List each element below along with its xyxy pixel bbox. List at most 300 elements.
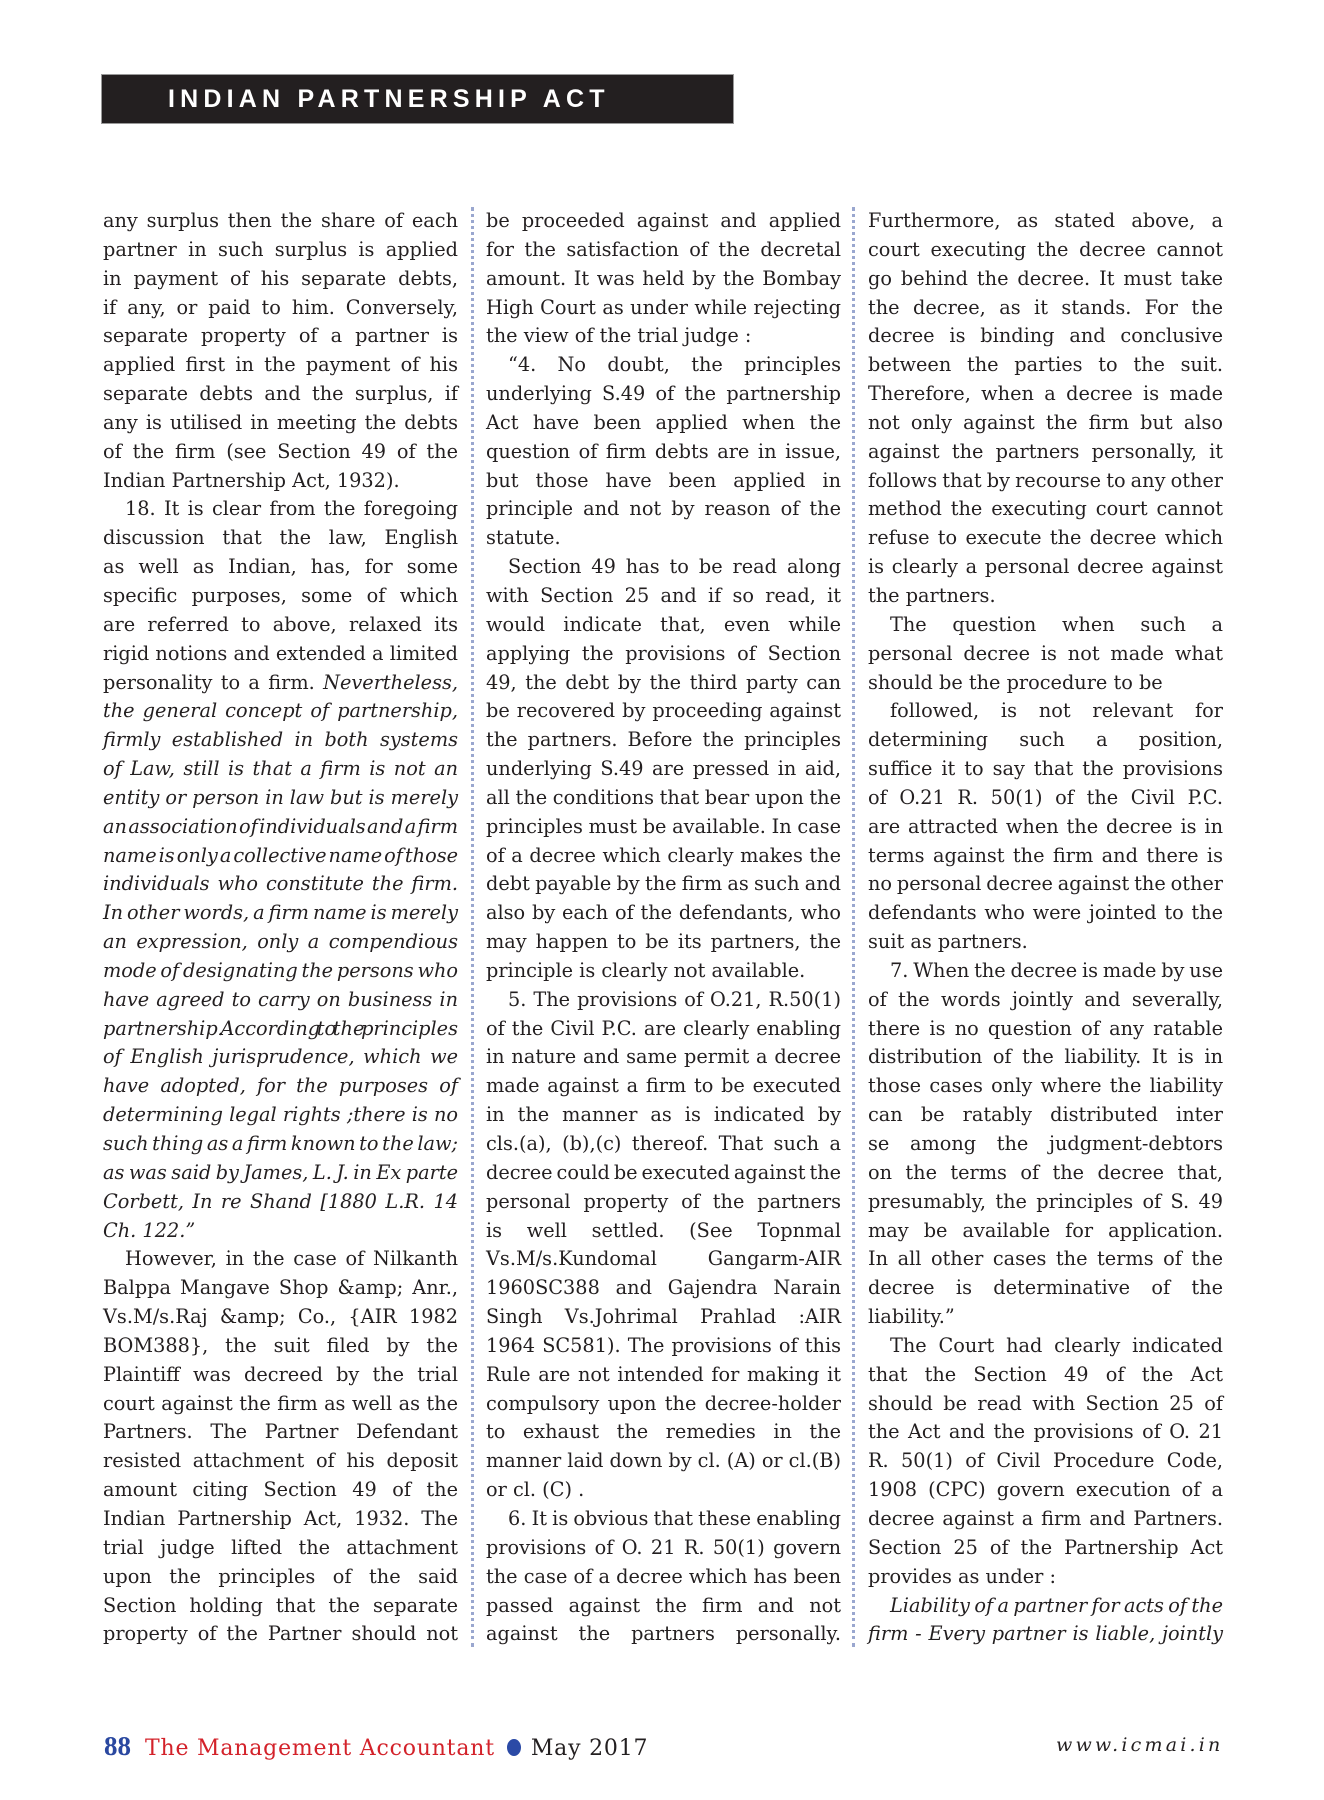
text-line <box>103 1447 458 1476</box>
text-line <box>103 1592 458 1621</box>
text-line <box>103 1245 458 1274</box>
text-line <box>486 726 841 755</box>
text-line <box>486 697 841 726</box>
text-line <box>486 784 841 813</box>
line-text: partnership. According to the principles <box>103 1016 458 1040</box>
section-title: INDIAN PARTNERSHIP ACT <box>168 85 610 113</box>
line-text: 6. It is obvious that these enabling <box>508 1506 841 1530</box>
text-line <box>868 582 1223 611</box>
line-text: have agreed to carry on business in <box>103 987 458 1011</box>
text-line <box>868 1159 1223 1188</box>
line-text: Rule are not intended for making it <box>486 1362 841 1386</box>
line-text: 1908 (CPC) govern execution of a <box>868 1478 1223 1502</box>
text-line <box>103 813 458 842</box>
line-text: Plaintiff was decreed by the trial <box>103 1362 458 1386</box>
text-line <box>868 1563 1223 1592</box>
text-line <box>486 1563 841 1592</box>
text-line <box>868 1332 1223 1361</box>
line-text: specific purposes, some of which <box>103 583 458 607</box>
text-line <box>868 1505 1223 1534</box>
text-line <box>103 755 458 784</box>
text-line <box>103 899 458 928</box>
line-text: is clearly a personal decree against <box>868 555 1223 579</box>
text-line <box>868 1534 1223 1563</box>
text-line <box>486 1418 841 1447</box>
text-line <box>868 322 1223 351</box>
line-text: Section 49 has to be read along <box>508 555 841 579</box>
line-text: not only against the firm but also <box>868 410 1223 434</box>
text-line <box>868 1130 1223 1159</box>
text-line <box>486 870 841 899</box>
text-line <box>103 1217 458 1246</box>
line-text: those cases only where the liability <box>868 1074 1223 1098</box>
line-text: provisions of O. 21 R. 50(1) govern <box>486 1535 841 1559</box>
line-text: underlying S.49 of the partnership <box>486 382 841 406</box>
magazine-title: The Management Accountant <box>145 1736 495 1761</box>
line-text: made against a firm to be executed <box>486 1074 841 1098</box>
text-line <box>868 986 1223 1015</box>
line-text: an association of individuals and a firm <box>103 814 458 838</box>
text-line <box>868 1447 1223 1476</box>
text-line <box>103 1101 458 1130</box>
text-line <box>103 1303 458 1332</box>
line-text: se among the judgment-debtors <box>868 1132 1223 1155</box>
text-line <box>103 784 458 813</box>
line-text: such thing as a firm known to the law; <box>103 1132 458 1155</box>
line-text: between the parties to the suit. <box>868 353 1223 377</box>
text-line <box>486 1476 841 1505</box>
section-header-bar <box>101 74 734 124</box>
text-line <box>868 1188 1223 1217</box>
text-line <box>103 986 458 1015</box>
line-text: as was said by James, L. J. in Ex parte <box>103 1160 458 1184</box>
text-line <box>486 928 841 957</box>
line-text: to exhaust the remedies in the <box>486 1420 841 1444</box>
line-text: the view of the trial judge : <box>486 324 752 348</box>
line-text: In other words, a firm name is merely <box>103 901 458 925</box>
text-line <box>868 842 1223 871</box>
line-text: any surplus then the share of each <box>103 209 458 232</box>
text-line <box>103 265 458 294</box>
line-text: against the partners personally. <box>486 1622 841 1646</box>
line-text: amount. It was held by the Bombay <box>486 266 841 290</box>
line-text: compulsory upon the decree-holder <box>486 1391 841 1415</box>
line-text: Indian Partnership Act, 1932. The <box>103 1506 458 1530</box>
text-line <box>868 294 1223 323</box>
text-line <box>868 1303 1223 1332</box>
text-column-1 <box>103 207 458 1649</box>
text-line <box>868 1245 1223 1274</box>
line-text: liability.” <box>868 1305 955 1329</box>
text-line <box>103 611 458 640</box>
line-text: refuse to execute the decree which <box>868 526 1223 550</box>
line-text: the decree, as it stands. For the <box>868 295 1223 319</box>
line-text: as well as Indian, has, for some <box>103 555 458 579</box>
text-line <box>868 1620 1223 1649</box>
line-text: an expression, only a compendious <box>103 930 458 954</box>
text-line <box>486 380 841 409</box>
text-line <box>486 553 841 582</box>
line-text: statute. <box>486 526 561 550</box>
text-line <box>868 1274 1223 1303</box>
line-text: should be the procedure to be <box>868 670 1163 694</box>
text-line <box>103 1620 458 1649</box>
text-line <box>868 1592 1223 1621</box>
text-line <box>103 438 458 467</box>
text-line <box>868 755 1223 784</box>
text-line <box>103 726 458 755</box>
line-text: of the Civil P.C. are clearly enabling <box>486 1016 841 1040</box>
text-line <box>486 294 841 323</box>
line-text: but those have been applied in <box>486 468 841 492</box>
line-text: the Act and the provisions of O. 21 <box>868 1420 1223 1444</box>
line-text: Therefore, when a decree is made <box>868 382 1223 406</box>
line-text: suffice it to say that the provisions <box>868 757 1223 781</box>
line-text: firm - Every partner is liable, jointly <box>868 1622 1223 1646</box>
line-text: the general concept of partnership, <box>103 699 458 723</box>
line-text: entity or person in law but is merely <box>103 785 459 809</box>
line-text: of Law, still is that a firm is not an <box>103 757 458 781</box>
line-text: individuals who constitute the firm. <box>103 872 458 896</box>
text-line <box>103 380 458 409</box>
text-line <box>868 495 1223 524</box>
text-line <box>486 986 841 1015</box>
line-text: decree is binding and conclusive <box>868 324 1223 348</box>
text-column-3 <box>868 207 1223 1649</box>
text-line <box>486 1620 841 1649</box>
line-text: However, in the case of Nilkanth <box>125 1247 458 1271</box>
line-text: method the executing court cannot <box>868 497 1223 521</box>
line-text: personal property of the partners <box>486 1189 841 1213</box>
line-text: partner in such surplus is applied <box>103 237 458 261</box>
text-line <box>103 582 458 611</box>
line-text: if any, or paid to him. Conversely, <box>103 295 458 319</box>
text-line <box>103 1188 458 1217</box>
line-text: 7. When the decree is made by use <box>890 958 1223 982</box>
line-text: is well settled. (See Topnmal <box>486 1218 841 1242</box>
line-text: in the manner as is indicated by <box>486 1103 841 1127</box>
text-line <box>486 1072 841 1101</box>
line-text: have adopted, for the purposes of <box>103 1074 458 1098</box>
text-line <box>103 640 458 669</box>
line-text: also by each of the defendants, who <box>486 901 841 925</box>
line-text: decree is determinative of the <box>868 1276 1223 1300</box>
text-line <box>103 1563 458 1592</box>
text-line <box>103 467 458 496</box>
bullet-dot-icon <box>507 1739 521 1756</box>
text-line <box>486 1101 841 1130</box>
line-text: In all other cases the terms of the <box>868 1247 1223 1271</box>
line-text: for the satisfaction of the decretal <box>486 237 841 261</box>
text-line <box>486 842 841 871</box>
line-text: determining such a position, <box>868 728 1223 752</box>
text-line <box>868 640 1223 669</box>
line-text: passed against the firm and not <box>486 1593 841 1617</box>
line-text: personality to a firm. <box>103 670 315 694</box>
line-text: question of firm debts are in issue, <box>486 439 841 463</box>
text-line <box>486 1188 841 1217</box>
text-line <box>103 928 458 957</box>
text-line <box>486 236 841 265</box>
text-line <box>486 1303 841 1332</box>
line-text: Ch. 122.” <box>103 1218 196 1242</box>
line-text: 1960SC388 and Gajendra Narain <box>486 1276 841 1300</box>
line-text: against the partners personally, it <box>868 439 1223 463</box>
text-line <box>486 495 841 524</box>
text-line <box>868 1361 1223 1390</box>
line-text: follows that by recourse to any other <box>868 468 1223 492</box>
text-line <box>103 553 458 582</box>
line-text: name is only a collective name of those <box>103 843 458 867</box>
text-line <box>486 524 841 553</box>
text-line <box>868 467 1223 496</box>
line-text: resisted attachment of his deposit <box>103 1449 458 1473</box>
line-text: on the terms of the decree that, <box>868 1160 1223 1184</box>
line-text: suit as partners. <box>868 930 1028 954</box>
issue-date: May 2017 <box>530 1736 649 1761</box>
line-text: 1964 SC581). The provisions of this <box>486 1333 841 1357</box>
text-line <box>103 1418 458 1447</box>
text-line <box>103 1505 458 1534</box>
text-line <box>868 380 1223 409</box>
text-line <box>103 1274 458 1303</box>
text-line <box>103 524 458 553</box>
text-line <box>103 1332 458 1361</box>
text-line <box>868 1217 1223 1246</box>
line-text: any is utilised in meeting the debts <box>103 410 458 434</box>
text-line <box>486 467 841 496</box>
line-text: distribution of the liability. It is in <box>868 1045 1223 1069</box>
text-line <box>868 928 1223 957</box>
line-text: Liability of a partner for acts of the <box>890 1593 1223 1617</box>
line-text: determining legal rights ;there is no <box>103 1103 458 1127</box>
line-text: applied first in the payment of his <box>103 353 458 377</box>
text-line <box>103 1534 458 1563</box>
text-line <box>868 611 1223 640</box>
line-text: separate debts and the surplus, if <box>103 382 458 406</box>
text-line <box>486 1332 841 1361</box>
line-text: Balppa Mangave Shop &amp; Anr., <box>103 1276 458 1300</box>
text-line <box>868 1072 1223 1101</box>
line-text: the partners. Before the principles <box>486 728 841 752</box>
line-text: all the conditions that bear upon the <box>486 785 842 809</box>
line-text: “4. No doubt, the principles <box>508 353 841 377</box>
text-line <box>486 957 841 986</box>
text-line <box>868 726 1223 755</box>
text-line <box>868 265 1223 294</box>
line-text: underlying S.49 are pressed in aid, <box>486 757 841 781</box>
text-line <box>868 409 1223 438</box>
line-text: principle is clearly not available. <box>486 958 806 982</box>
text-line <box>486 1361 841 1390</box>
line-text: be recovered by proceeding against <box>486 699 841 723</box>
line-text: firmly established in both systems <box>103 728 458 752</box>
text-line <box>486 669 841 698</box>
line-text: are attracted when the decree is in <box>868 814 1223 838</box>
text-line <box>103 495 458 524</box>
line-text: in payment of his separate debts, <box>103 266 458 290</box>
line-text: Indian Partnership Act, 1932). <box>103 468 400 492</box>
text-line <box>103 294 458 323</box>
line-text: would indicate that, even while <box>486 612 841 636</box>
text-line <box>103 1361 458 1390</box>
text-line <box>103 409 458 438</box>
line-text: can be ratably distributed inter <box>868 1103 1223 1127</box>
line-text: Section holding that the separate <box>103 1593 458 1617</box>
line-text: may happen to be its partners, the <box>486 930 841 954</box>
line-text: rigid notions and extended a limited <box>103 641 458 665</box>
text-line <box>103 207 458 236</box>
line-text: Vs.M/s.Raj &amp; Co., {AIR 1982 <box>103 1305 458 1329</box>
line-text: defendants who were jointed to the <box>868 901 1223 925</box>
line-text: the case of a decree which has been <box>486 1564 841 1588</box>
line-text: court against the firm as well as the <box>103 1391 458 1415</box>
line-text: The Court had clearly indicated <box>890 1333 1223 1357</box>
line-text: followed, is not relevant for <box>890 699 1223 723</box>
footer-left <box>104 1728 648 1764</box>
column-divider-2 <box>852 207 855 1647</box>
text-line <box>103 957 458 986</box>
text-line <box>486 582 841 611</box>
text-line <box>868 1418 1223 1447</box>
line-text: presumably, the principles of S. 49 <box>868 1189 1223 1213</box>
text-line <box>103 842 458 871</box>
line-text: Corbett, In re Shand [1880 L.R. 14 <box>103 1189 458 1213</box>
text-line <box>103 322 458 351</box>
line-text: terms against the firm and there is <box>868 843 1223 867</box>
line-text: Vs.M/s.Kundomal Gangarm-AIR <box>486 1247 841 1271</box>
line-text: decree could be executed against the <box>486 1160 842 1184</box>
text-line <box>486 265 841 294</box>
text-line <box>103 1390 458 1419</box>
text-line <box>868 438 1223 467</box>
line-text: of the words jointly and severally, <box>868 987 1223 1011</box>
line-text: provides as under : <box>868 1564 1056 1588</box>
text-line <box>486 899 841 928</box>
line-text: go behind the decree. It must take <box>868 266 1223 290</box>
text-line <box>486 409 841 438</box>
text-line <box>486 1505 841 1534</box>
line-text: mode of designating the persons who <box>103 958 458 982</box>
column-divider-1 <box>471 207 474 1647</box>
text-line <box>103 236 458 265</box>
text-line <box>103 697 458 726</box>
line-text: are referred to above, relaxed its <box>103 612 458 636</box>
line-text-italic: Nevertheless, <box>323 670 458 694</box>
line-text: may be available for application. <box>868 1218 1223 1242</box>
line-text: R. 50(1) of Civil Procedure Code, <box>868 1449 1223 1473</box>
line-text: of O.21 R. 50(1) of the Civil P.C. <box>868 785 1223 809</box>
text-line <box>868 207 1223 236</box>
line-text: BOM388}, the suit filed by the <box>103 1333 458 1357</box>
text-line <box>486 1390 841 1419</box>
text-line <box>103 669 458 698</box>
text-line <box>868 870 1223 899</box>
text-line <box>103 1476 458 1505</box>
line-text: 18. It is clear from the foregoing <box>125 497 458 521</box>
text-line <box>868 524 1223 553</box>
line-text: Furthermore, as stated above, a <box>868 209 1223 232</box>
text-line <box>486 438 841 467</box>
text-line <box>486 1245 841 1274</box>
text-line <box>486 611 841 640</box>
text-line <box>868 1101 1223 1130</box>
line-text: separate property of a partner is <box>103 324 458 348</box>
text-line <box>486 1015 841 1044</box>
line-text: applying the provisions of Section <box>486 641 841 665</box>
text-line <box>486 1274 841 1303</box>
text-column-2 <box>486 207 841 1649</box>
line-text: amount citing Section 49 of the <box>103 1478 458 1502</box>
page-number: 88 <box>104 1731 131 1761</box>
text-line <box>103 1159 458 1188</box>
line-text: of a decree which clearly makes the <box>486 843 841 867</box>
line-text: Act have been applied when the <box>486 410 841 434</box>
line-text: no personal decree against the other <box>868 872 1224 896</box>
text-line <box>486 1534 841 1563</box>
line-text: in nature and same permit a decree <box>486 1045 841 1069</box>
website-url: www.icmai.in <box>1056 1734 1224 1756</box>
text-line <box>486 755 841 784</box>
text-line <box>486 813 841 842</box>
text-line <box>868 1390 1223 1419</box>
text-line <box>486 322 841 351</box>
text-line <box>486 1043 841 1072</box>
text-line <box>486 207 841 236</box>
text-line <box>868 813 1223 842</box>
text-line <box>486 640 841 669</box>
text-line <box>868 553 1223 582</box>
text-line <box>486 1130 841 1159</box>
text-line <box>486 1592 841 1621</box>
text-line <box>103 870 458 899</box>
text-line <box>103 1130 458 1159</box>
line-text: discussion that the law, English <box>103 526 458 550</box>
line-text: the partners. <box>868 583 996 607</box>
text-line <box>103 1043 458 1072</box>
line-text: decree against a firm and Partners. <box>868 1506 1223 1530</box>
text-line <box>868 1015 1223 1044</box>
text-line <box>486 1217 841 1246</box>
text-line <box>103 351 458 380</box>
text-line <box>868 1476 1223 1505</box>
text-line <box>868 784 1223 813</box>
line-text: property of the Partner should not <box>103 1622 458 1646</box>
line-text: principle and not by reason of the <box>486 497 841 521</box>
line-text: debt payable by the firm as such and <box>486 872 842 896</box>
line-text: court executing the decree cannot <box>868 237 1223 261</box>
line-text: The question when such a <box>890 612 1223 636</box>
text-line <box>103 1072 458 1101</box>
text-line <box>868 697 1223 726</box>
line-text: upon the principles of the said <box>103 1564 458 1588</box>
line-text: be proceeded against and applied <box>486 209 841 232</box>
line-text: 49, the debt by the third party can <box>486 670 841 694</box>
line-text: or cl. (C) . <box>486 1478 585 1502</box>
line-text: principles must be available. In case <box>486 814 842 838</box>
line-text: 5. The provisions of O.21, R.50(1) <box>508 987 841 1011</box>
line-text: Partners. The Partner Defendant <box>103 1420 458 1444</box>
line-text: personal decree is not made what <box>868 641 1223 665</box>
line-text: with Section 25 and if so read, it <box>486 583 841 607</box>
text-line <box>486 351 841 380</box>
line-text: trial judge lifted the attachment <box>103 1535 458 1559</box>
line-text: Section 25 of the Partnership Act <box>868 1535 1223 1559</box>
text-line <box>486 1159 841 1188</box>
line-text: of English jurisprudence, which we <box>103 1045 458 1069</box>
text-line <box>868 351 1223 380</box>
line-text: that the Section 49 of the Act <box>868 1362 1223 1386</box>
